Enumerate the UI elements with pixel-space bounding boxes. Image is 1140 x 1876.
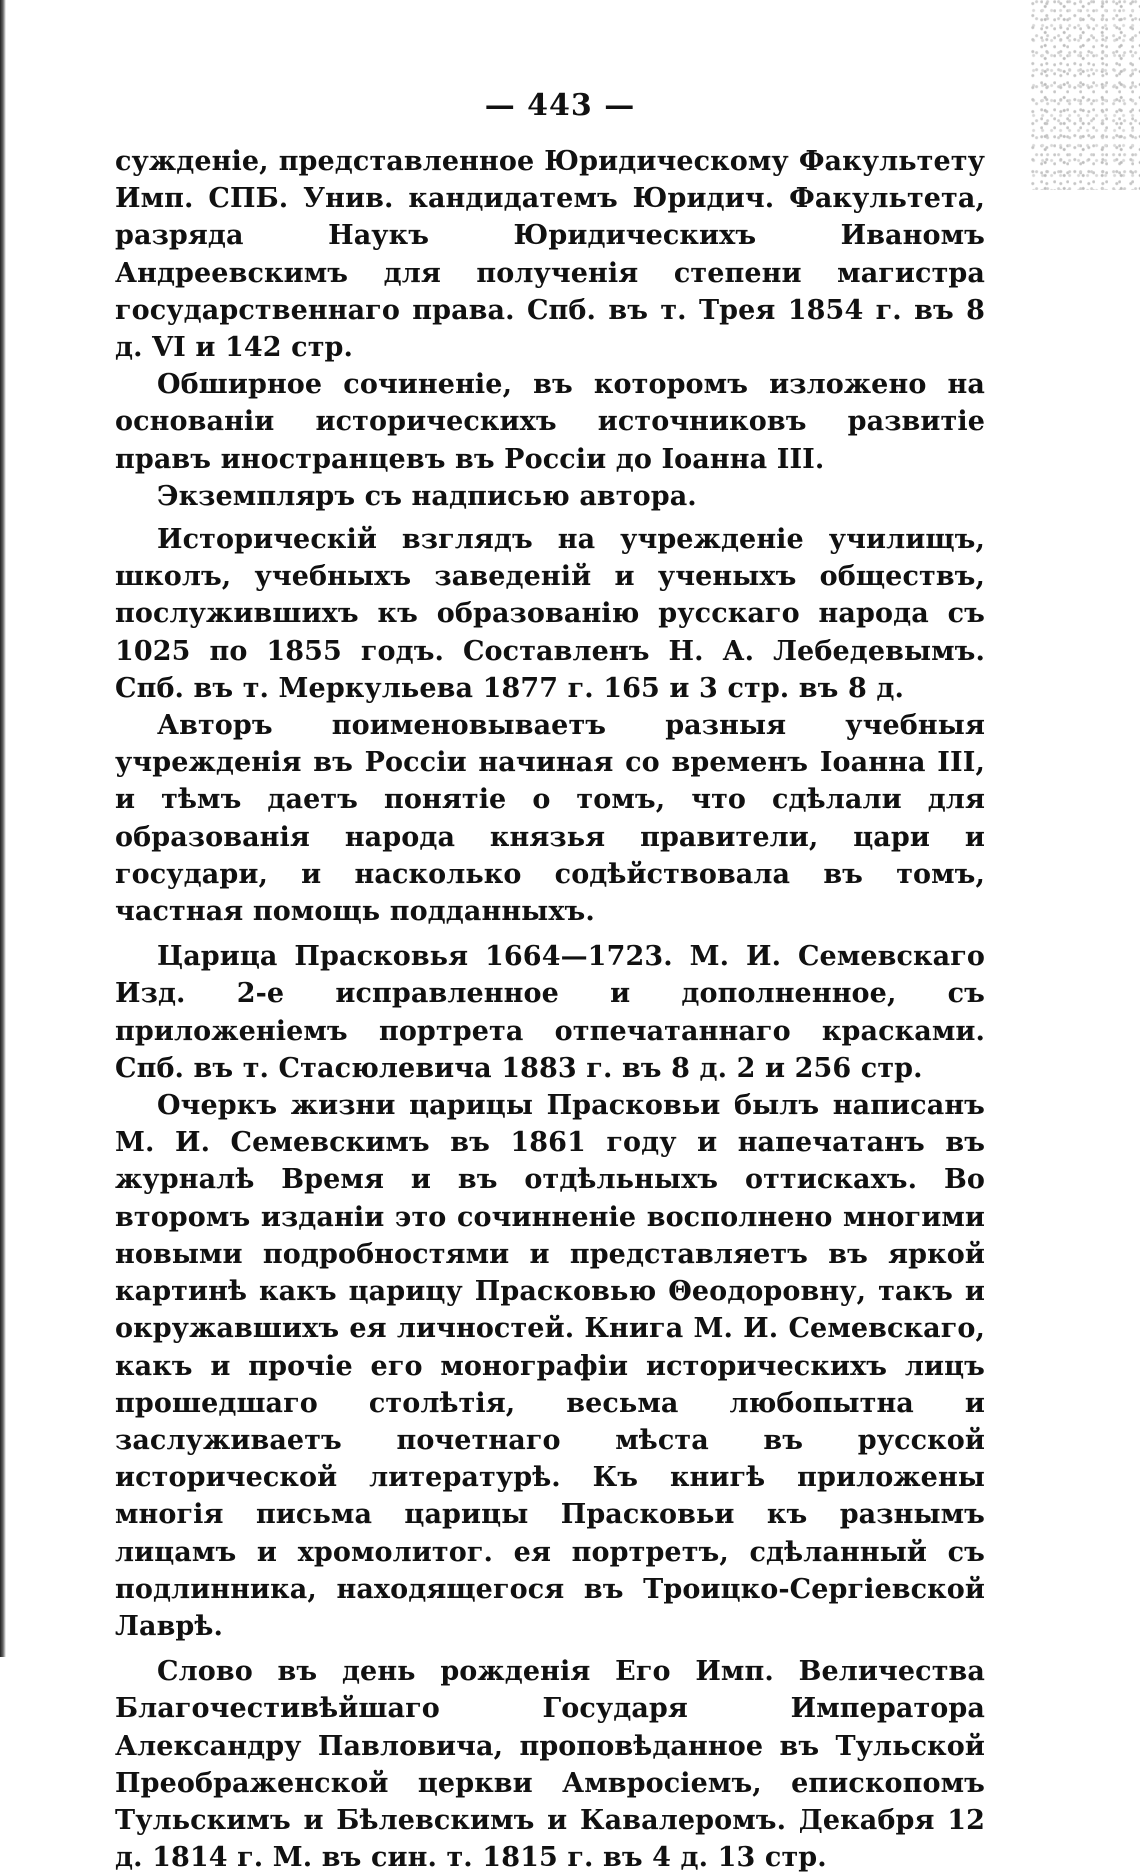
entry-text: Экземпляръ съ надписью автора. bbox=[157, 480, 697, 512]
entry-tsaritsa bbox=[115, 938, 985, 1645]
entry-annotation bbox=[115, 366, 985, 478]
page bbox=[115, 88, 985, 1876]
entry-lead-word: Слово bbox=[157, 1656, 253, 1688]
entry-text: въ день рожденія Его Имп. Величества Благочестивѣйшаго Государя Императора Александру Павловича, проповѣданное въ Тульской Преображенской церкви Амвросіемъ, епископомъ Тульскимъ и Бѣлевскимъ и Кавалеромъ. Декабря 12 д. 1814 г. М. въ син. т. 1815 г. въ 4 д. 13 стр. bbox=[115, 1656, 985, 1874]
entry-annotation bbox=[115, 1087, 985, 1645]
entry-heading-paragraph bbox=[115, 938, 985, 1087]
entry-annotation bbox=[115, 478, 985, 515]
entry-text: Очеркъ жизни царицы Прасковьи былъ написанъ М. И. Семевскимъ въ 1861 году и напечатанъ въ журналѣ Время и въ отдѣльныхъ оттискахъ. Во второмъ изданіи это сочинненіе восполнено многими новыми подробностями и представляетъ въ яркой картинѣ какъ царицу Прасковью Θеодоровну, такъ и окружавшихъ ея личностей. Книга М. И. Семевскаго, какъ и прочіе его монографіи историческихъ лицъ прошедшаго столѣтія, весьма любопытна и заслуживаетъ почетнаго мѣста въ русской историческoй литературѣ. Къ книгѣ приложены многія письма царицы Прасковьи къ разнымъ лицамъ и хромолитог. ея портретъ, сдѣланный съ подлинника, находящегося въ Троицко-Сергіевской Лаврѣ. bbox=[115, 1090, 985, 1642]
entry-istorichesky bbox=[115, 521, 985, 930]
entry-heading-paragraph bbox=[115, 521, 985, 707]
scan-edge bbox=[0, 0, 6, 1657]
entry-lead-word: Историческій bbox=[157, 524, 377, 556]
entry-text: сужденіе, представленное Юридическому Факультету Имп. СПБ. Унив. кандидатемъ Юридич. Факультета, разряда Наукъ Юридическихъ Иваномъ Андреевскимъ для полученія степени магистра государственнаго права. Спб. въ т. Трея 1854 г. въ 8 д. VI и 142 стр. bbox=[115, 146, 985, 364]
entry-text: Авторъ поименовываетъ разныя учебныя учрежденія въ Россіи начиная со временъ Іоанна III, и тѣмъ даетъ понятіе о томъ, что сдѣлали для образованія народа князья правители, цари и государи, и насколько содѣйствовала въ томъ, частная помощь подданныхъ. bbox=[115, 710, 985, 928]
entry-andreevsky bbox=[115, 143, 985, 515]
entry-text: Прасковья 1664—1723. М. И. Семевскаго Изд. 2-е исправленное и дополненное, съ приложеніемъ портрета отпечатаннаго красками. Спб. въ т. Стасюлевича 1883 г. въ 8 д. 2 и 256 стр. bbox=[115, 941, 985, 1084]
entry-paragraph bbox=[115, 143, 985, 366]
entry-lead-word: Царица bbox=[157, 941, 278, 973]
scan-speckle bbox=[1030, 0, 1140, 190]
page-number: — 443 — bbox=[484, 88, 636, 123]
entry-slovo bbox=[115, 1653, 985, 1876]
entry-annotation bbox=[115, 707, 985, 930]
entry-heading-paragraph bbox=[115, 1653, 985, 1876]
entry-text: Обширное сочиненіе, въ которомъ изложено на основаніи историческихъ источниковъ развитіе правъ иностранцевъ въ Россіи до Іоанна III. bbox=[115, 369, 985, 475]
entry-text: взглядъ на учрежденіе училищъ, школъ, учебныхъ заведеній и ученыхъ обществъ, послужившихъ къ образованію русскаго народа съ 1025 по 1855 годъ. Составленъ Н. А. Лебедевымъ. Спб. въ т. Меркульева 1877 г. 165 и 3 стр. въ 8 д. bbox=[115, 524, 985, 704]
